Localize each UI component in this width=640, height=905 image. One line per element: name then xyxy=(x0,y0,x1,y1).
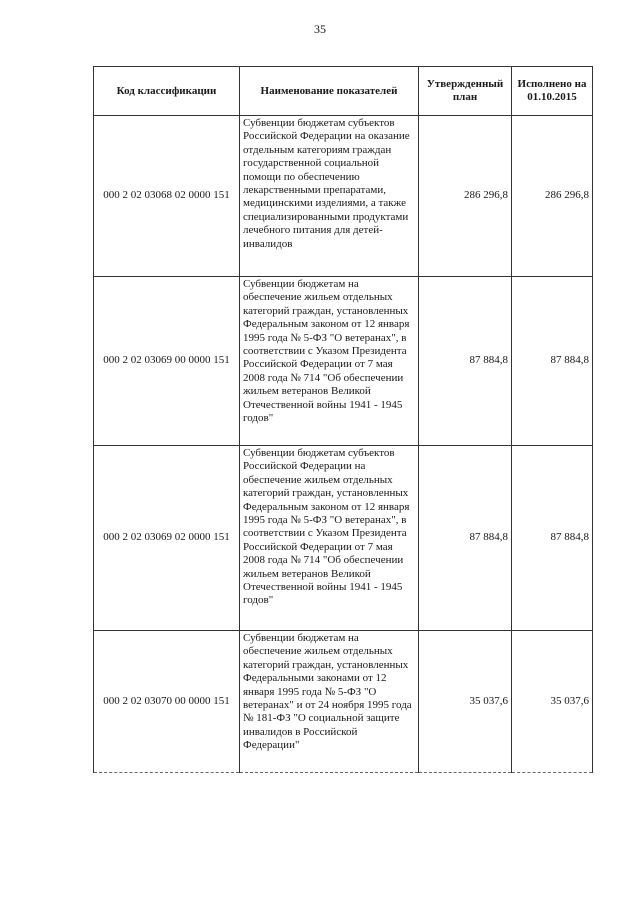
row-code: 000 2 02 03069 00 0000 151 xyxy=(94,277,240,446)
row-done: 286 296,8 xyxy=(512,116,593,277)
row-done: 87 884,8 xyxy=(512,446,593,631)
table-row xyxy=(94,116,593,277)
row-done: 87 884,8 xyxy=(512,277,593,446)
row-plan: 286 296,8 xyxy=(419,116,512,277)
row-done: 35 037,6 xyxy=(512,631,593,773)
table-header-row xyxy=(94,67,593,116)
table-row xyxy=(94,631,593,773)
row-name: Субвенции бюджетам субъектов Российской Федерации на оказание отдельным категориям граждан государственной социальной помощи по обеспечению лекарственными препаратами, медицинскими изделиями, а также специализированными продуктами лечебного питания для детей-инвалидов xyxy=(240,116,419,277)
row-plan: 87 884,8 xyxy=(419,446,512,631)
row-name: Субвенции бюджетам на обеспечение жильем отдельных категорий граждан, установленных Федеральными законами от 12 января 1995 года № 5-ФЗ "О ветеранах" и от 24 ноября 1995 года № 181-ФЗ "О социальной защите инвалидов в Российской Федерации" xyxy=(240,631,419,773)
row-name: Субвенции бюджетам субъектов Российской Федерации на обеспечение жильем отдельных категорий граждан, установленных Федеральным законом от 12 января 1995 года № 5-ФЗ "О ветеранах", в соответствии с Указом Президента Российской Федерации от 7 мая 2008 года № 714 "Об обеспечении жильем ветеранов Великой Отечественной войны 1941 - 1945 годов" xyxy=(240,446,419,631)
row-code: 000 2 02 03070 00 0000 151 xyxy=(94,631,240,773)
table-row xyxy=(94,446,593,631)
row-plan: 35 037,6 xyxy=(419,631,512,773)
header-name: Наименование показателей xyxy=(240,67,419,116)
row-name: Субвенции бюджетам на обеспечение жильем отдельных категорий граждан, установленных Федеральным законом от 12 января 1995 года № 5-ФЗ "О ветеранах", в соответствии с Указом Президента Российской Федерации от 7 мая 2008 года № 714 "Об обеспечении жильем ветеранов Великой Отечественной войны 1941 - 1945 годов" xyxy=(240,277,419,446)
header-code: Код классификации xyxy=(94,67,240,116)
budget-table xyxy=(93,66,593,773)
header-done: Исполнено на 01.10.2015 xyxy=(512,67,593,116)
header-plan: Утвержденный план xyxy=(419,67,512,116)
row-code: 000 2 02 03068 02 0000 151 xyxy=(94,116,240,277)
row-code: 000 2 02 03069 02 0000 151 xyxy=(94,446,240,631)
row-plan: 87 884,8 xyxy=(419,277,512,446)
page-number: 35 xyxy=(314,22,326,36)
table-row xyxy=(94,277,593,446)
